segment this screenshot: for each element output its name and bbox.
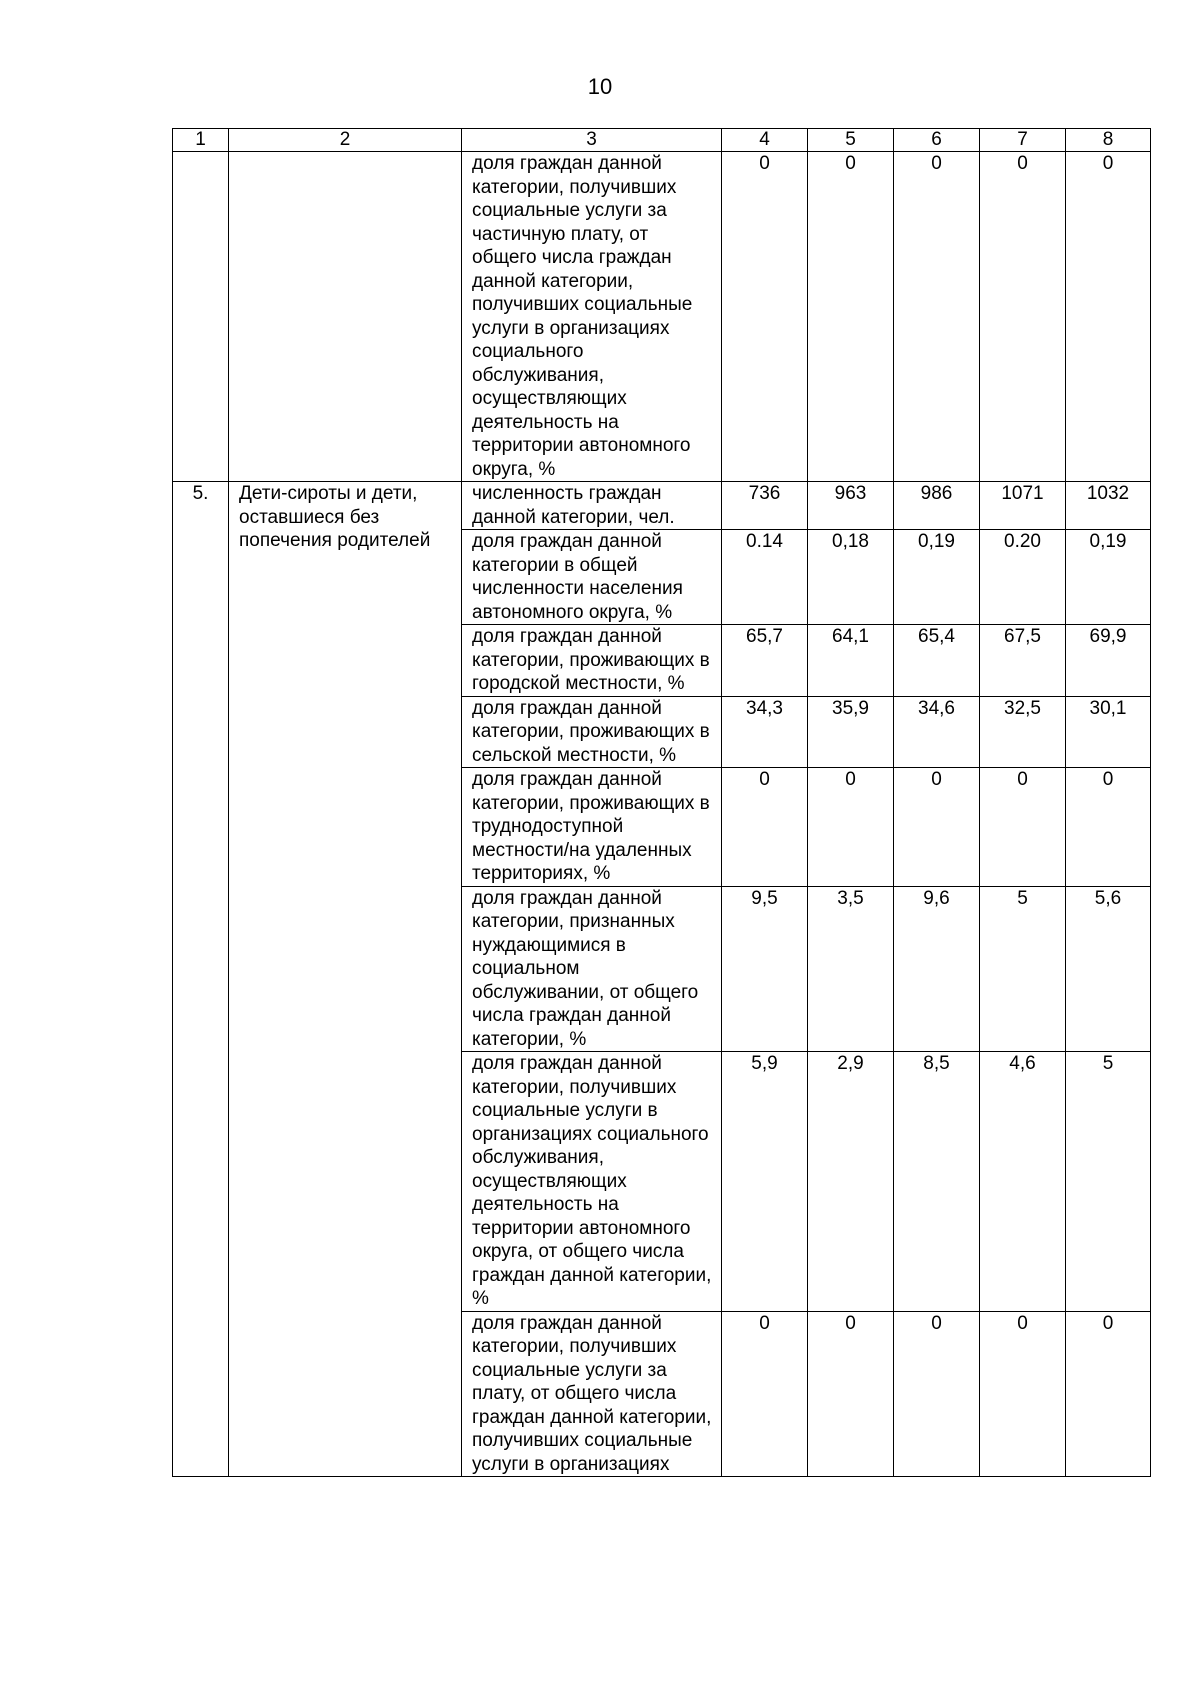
value-cell: 0 xyxy=(1066,1311,1151,1477)
category-cell: Дети-сироты и дети, оставшиеся без попечения родителей xyxy=(229,482,462,1477)
header-cell: 1 xyxy=(173,129,229,152)
value-cell: 5 xyxy=(980,886,1066,1052)
header-cell: 3 xyxy=(462,129,722,152)
header-cell: 5 xyxy=(808,129,894,152)
category-cell xyxy=(229,152,462,482)
row-number-cell: 5. xyxy=(173,482,229,1477)
value-cell: 9,6 xyxy=(894,886,980,1052)
value-cell: 8,5 xyxy=(894,1052,980,1312)
value-cell: 0 xyxy=(808,1311,894,1477)
table-row xyxy=(173,482,1151,530)
value-cell: 0.20 xyxy=(980,530,1066,625)
indicator-cell: доля граждан данной категории, признанных нуждающимися в социальном обслуживании, от общего числа граждан данной категории, % xyxy=(462,886,722,1052)
value-cell: 0 xyxy=(808,152,894,482)
value-cell: 0 xyxy=(1066,768,1151,887)
value-cell: 0,18 xyxy=(808,530,894,625)
value-cell: 3,5 xyxy=(808,886,894,1052)
data-table xyxy=(172,128,1151,1477)
header-cell: 8 xyxy=(1066,129,1151,152)
value-cell: 64,1 xyxy=(808,625,894,697)
value-cell: 67,5 xyxy=(980,625,1066,697)
value-cell: 0 xyxy=(894,1311,980,1477)
indicator-cell: доля граждан данной категории в общей численности населения автономного округа, % xyxy=(462,530,722,625)
value-cell: 963 xyxy=(808,482,894,530)
value-cell: 0 xyxy=(980,768,1066,887)
value-cell: 0 xyxy=(722,768,808,887)
value-cell: 4,6 xyxy=(980,1052,1066,1312)
value-cell: 34,6 xyxy=(894,696,980,768)
value-cell: 0,19 xyxy=(1066,530,1151,625)
indicator-cell: доля граждан данной категории, получивших социальные услуги за частичную плату, от общего числа граждан данной категории, получивших социальные услуги в организациях социального обслуживания, осуществляющих деятельность на территории автономного округа, % xyxy=(462,152,722,482)
value-cell: 0 xyxy=(894,768,980,887)
row-number-cell xyxy=(173,152,229,482)
value-cell: 0,19 xyxy=(894,530,980,625)
indicator-cell: доля граждан данной категории, получивших социальные услуги в организациях социального обслуживания, осуществляющих деятельность на территории автономного округа, от общего числа граждан данной категории, % xyxy=(462,1052,722,1312)
value-cell: 0 xyxy=(722,152,808,482)
value-cell: 30,1 xyxy=(1066,696,1151,768)
value-cell: 0 xyxy=(808,768,894,887)
value-cell: 0 xyxy=(980,152,1066,482)
value-cell: 5 xyxy=(1066,1052,1151,1312)
value-cell: 65,4 xyxy=(894,625,980,697)
indicator-cell: доля граждан данной категории, проживающих в городской местности, % xyxy=(462,625,722,697)
value-cell: 0 xyxy=(980,1311,1066,1477)
value-cell: 736 xyxy=(722,482,808,530)
value-cell: 0.14 xyxy=(722,530,808,625)
value-cell: 5,9 xyxy=(722,1052,808,1312)
table-row xyxy=(173,152,1151,482)
value-cell: 0 xyxy=(722,1311,808,1477)
value-cell: 34,3 xyxy=(722,696,808,768)
value-cell: 69,9 xyxy=(1066,625,1151,697)
table-header-row xyxy=(173,129,1151,152)
value-cell: 0 xyxy=(1066,152,1151,482)
indicator-cell: доля граждан данной категории, проживающих в сельской местности, % xyxy=(462,696,722,768)
indicator-cell: доля граждан данной категории, получивших социальные услуги за плату, от общего числа граждан данной категории, получивших социальные услуги в организациях xyxy=(462,1311,722,1477)
value-cell: 1032 xyxy=(1066,482,1151,530)
value-cell: 1071 xyxy=(980,482,1066,530)
value-cell: 9,5 xyxy=(722,886,808,1052)
value-cell: 0 xyxy=(894,152,980,482)
value-cell: 32,5 xyxy=(980,696,1066,768)
value-cell: 65,7 xyxy=(722,625,808,697)
value-cell: 35,9 xyxy=(808,696,894,768)
indicator-cell: доля граждан данной категории, проживающих в труднодоступной местности/на удаленных территориях, % xyxy=(462,768,722,887)
value-cell: 986 xyxy=(894,482,980,530)
header-cell: 2 xyxy=(229,129,462,152)
indicator-cell: численность граждан данной категории, чел. xyxy=(462,482,722,530)
header-cell: 7 xyxy=(980,129,1066,152)
value-cell: 2,9 xyxy=(808,1052,894,1312)
header-cell: 6 xyxy=(894,129,980,152)
value-cell: 5,6 xyxy=(1066,886,1151,1052)
header-cell: 4 xyxy=(722,129,808,152)
page-number: 10 xyxy=(587,74,613,99)
